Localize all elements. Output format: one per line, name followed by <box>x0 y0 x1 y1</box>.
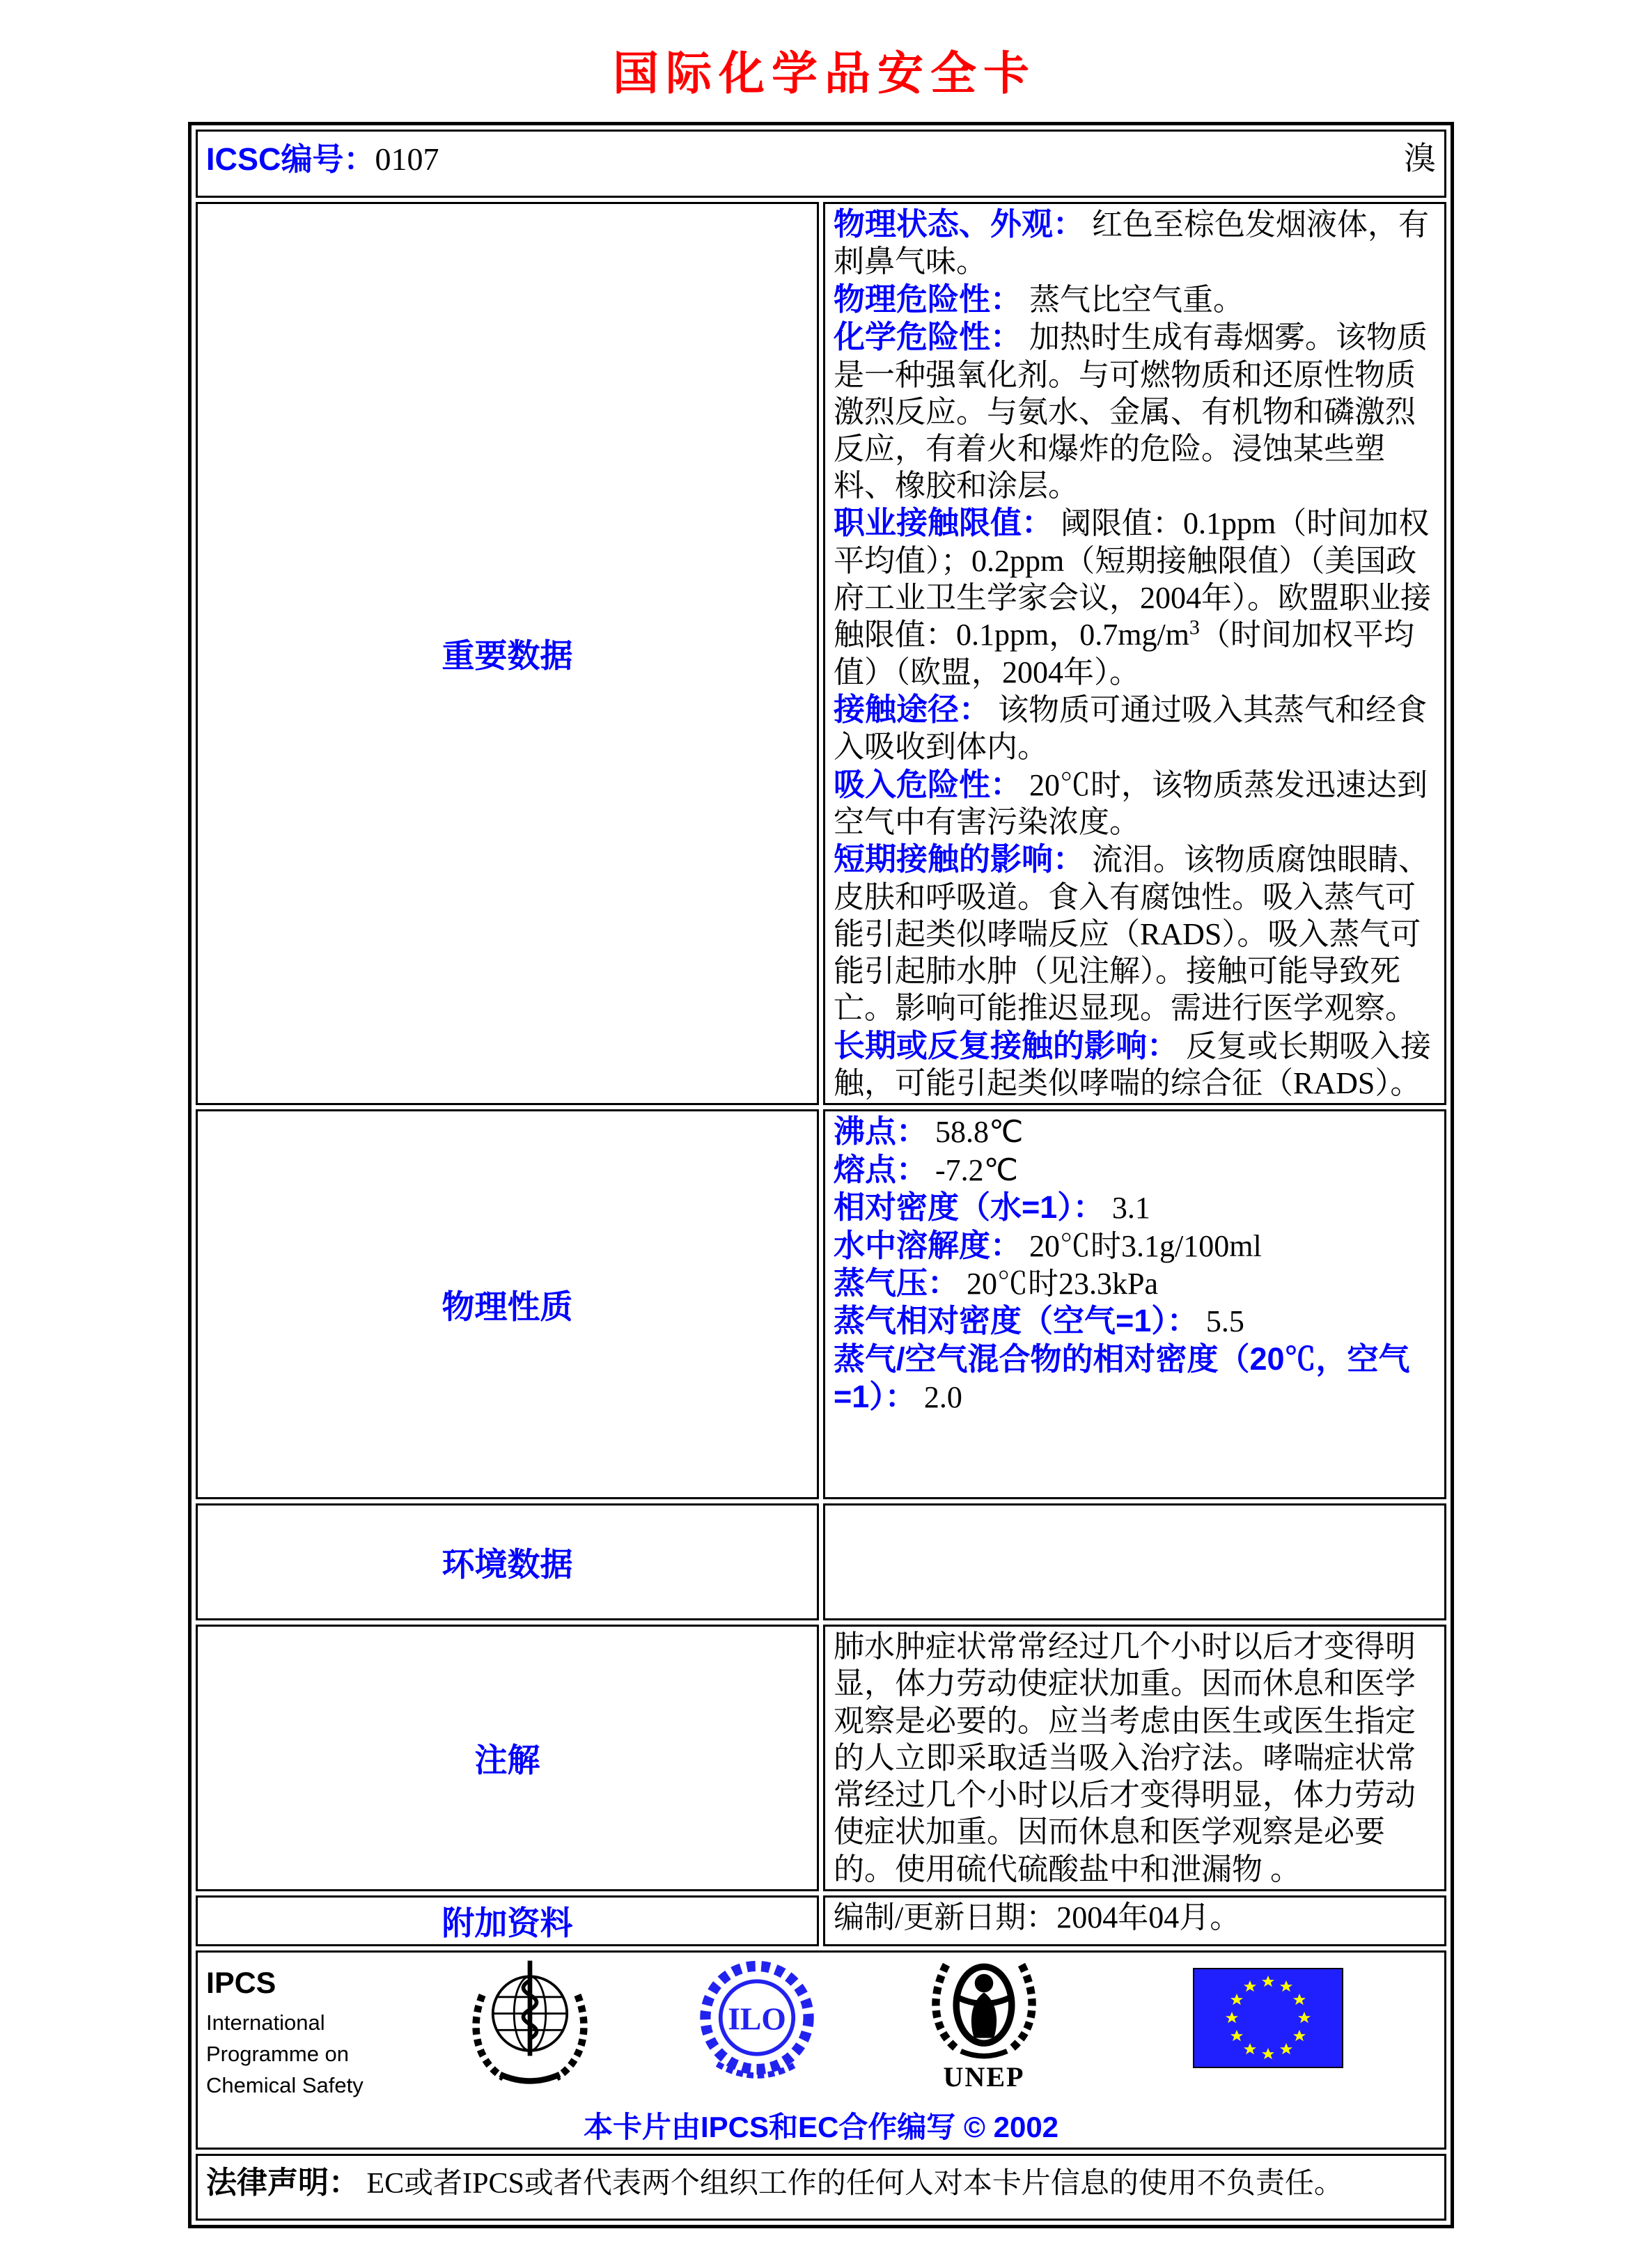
field-value: 2.0 <box>916 1380 962 1415</box>
field-label: 蒸气相对密度（空气=1）： <box>834 1303 1198 1339</box>
legal-cell <box>196 2154 1446 2221</box>
superscript-3: 3 <box>1189 616 1200 639</box>
unep-logo-icon <box>921 1955 1047 2093</box>
physical-item-boiling-point <box>834 1113 1436 1150</box>
field-value: 5.5 <box>1198 1304 1244 1339</box>
ilo-logo-icon <box>697 1958 817 2094</box>
field-value-continued: （时间加权平均值）（欧盟，2004年）。 <box>834 618 1414 689</box>
eu-flag-icon <box>1193 1968 1343 2072</box>
row-notes <box>196 1625 1446 1891</box>
field-value: 3.1 <box>1104 1191 1150 1226</box>
ipcs-title: IPCS <box>206 1966 276 2000</box>
field-value: 蒸气比空气重。 <box>1022 282 1244 317</box>
row-credits <box>196 1950 1446 2150</box>
who-logo-icon <box>464 1955 596 2091</box>
icsc-number-label: ICSC编号： <box>206 141 375 177</box>
important-item-physical-hazard <box>834 281 1436 318</box>
row-header <box>196 130 1446 198</box>
chemical-name: 溴 <box>1404 141 1436 176</box>
field-label: 物理危险性： <box>834 281 1022 317</box>
physical-properties-label-cell <box>196 1109 819 1499</box>
field-value: 58.8℃ <box>928 1115 1024 1150</box>
page-title: 国际化学品安全卡 <box>613 49 1036 100</box>
field-label: 相对密度（水=1）： <box>834 1189 1104 1226</box>
ipcs-line: Programme on <box>206 2041 350 2066</box>
ipcs-line: International <box>206 2010 325 2035</box>
field-value: 阈限值：0.1ppm（时间加权平均值）；0.2ppm（短期接触限值）（美国政府工业卫生学家会议，2004年）。欧盟职业接触限值：0.1ppm，0.7mg/m <box>834 506 1431 652</box>
field-value: 20℃时，该物质蒸发迅速达到空气中有害污染浓度。 <box>834 767 1428 839</box>
field-label: 化学危险性： <box>834 319 1022 355</box>
field-label: 熔点： <box>834 1151 928 1187</box>
important-item-exposure-routes <box>834 691 1436 766</box>
important-item-short-term-effects <box>834 840 1436 1026</box>
field-value: 加热时生成有毒烟雾。该物质是一种强氧化剂。与可燃物质和还原性物质激烈反应。与氨水、金属、有机物和磷激烈反应，有着火和爆炸的危险。浸蚀某些塑料、橡胶和涂层。 <box>834 320 1428 503</box>
section-label-physical-properties: 物理性质 <box>441 1288 573 1325</box>
ipcs-line: Chemical Safety <box>206 2072 364 2097</box>
field-label: 接触途径： <box>834 691 991 727</box>
field-value: 红色至棕色发烟液体，有刺鼻气味。 <box>834 208 1430 279</box>
notes-text: 肺水肿症状常常经过几个小时以后才变得明显，体力劳动使症状加重。因而休息和医学观察是必要的。应当考虑由医生或医生指定的人立即采取适当吸入治疗法。哮喘症状常常经过几个小时以后才变得明显，体力劳动使症状加重。因而休息和医学观察是必要的。使用硫代硫酸盐中和泄漏物 。 <box>834 1629 1416 1886</box>
important-item-appearance <box>834 205 1436 281</box>
icsc-card-table <box>188 122 1454 2228</box>
notes-content-cell <box>823 1625 1446 1891</box>
field-label: 物理状态、外观： <box>834 206 1085 242</box>
ilo-letters: ILO <box>728 2001 786 2037</box>
field-value: 流泪。该物质腐蚀眼睛、皮肤和呼吸道。食入有腐蚀性。吸入蒸气可能引起类似哮喘反应（RADS）。吸入蒸气可能引起肺水肿（见注解）。接触可能导致死亡。影响可能推迟显现。需进行医学观察。 <box>834 843 1430 1026</box>
important-item-long-term-effects <box>834 1027 1436 1102</box>
field-label: 沸点： <box>834 1113 928 1150</box>
header-cell <box>196 130 1446 198</box>
row-environment-data <box>196 1503 1446 1620</box>
important-item-inhalation-risk <box>834 766 1436 841</box>
section-label-additional-info: 附加资料 <box>441 1904 573 1941</box>
section-label-notes: 注解 <box>474 1742 540 1779</box>
section-label-environment-data: 环境数据 <box>441 1545 573 1583</box>
section-label-important-data: 重要数据 <box>441 637 573 675</box>
environment-data-content-cell <box>823 1503 1446 1620</box>
credits-copyright: © 2002 <box>963 2110 1059 2143</box>
field-label: 短期接触的影响： <box>834 841 1085 877</box>
icsc-number <box>206 134 439 179</box>
physical-item-relative-density <box>834 1189 1436 1226</box>
field-label: 职业接触限值： <box>834 505 1054 541</box>
additional-info-content-cell <box>823 1895 1446 1946</box>
row-important-data <box>196 202 1446 1105</box>
field-label: 水中溶解度： <box>834 1227 1022 1263</box>
important-item-exposure-limits <box>834 504 1436 690</box>
row-legal <box>196 2154 1446 2221</box>
field-value: -7.2℃ <box>928 1152 1019 1187</box>
legal-text: EC或者IPCS或者代表两个组织工作的任何人对本卡片信息的使用不负责任。 <box>359 2167 1343 2200</box>
additional-info-label-cell <box>196 1895 819 1946</box>
physical-item-vapor-pressure <box>834 1265 1436 1302</box>
field-label: 吸入危险性： <box>834 766 1022 802</box>
credits-cell <box>196 1950 1446 2150</box>
additional-info-text: 编制/更新日期：2004年04月。 <box>834 1900 1241 1934</box>
credits-caption <box>206 2104 1436 2146</box>
field-value: 该物质可通过吸入其蒸气和经食入吸收到体内。 <box>834 692 1428 765</box>
row-physical-properties <box>196 1109 1446 1499</box>
card-header <box>206 133 1436 179</box>
important-data-label-cell <box>196 202 819 1105</box>
icsc-number-value: 0107 <box>375 141 439 177</box>
icsc-document-page <box>0 36 1649 2268</box>
field-label: 蒸气压： <box>834 1265 960 1301</box>
credits-caption-text: 本卡片由IPCS和EC合作编写 <box>583 2110 956 2143</box>
physical-item-water-solubility <box>834 1227 1436 1265</box>
ipcs-text-block <box>206 1954 450 2102</box>
credits-logos-row <box>206 1954 1436 2102</box>
physical-item-vapor-density <box>834 1302 1436 1340</box>
field-value: 20℃时23.3kPa <box>959 1267 1159 1301</box>
physical-item-melting-point <box>834 1151 1436 1189</box>
environment-data-label-cell <box>196 1503 819 1620</box>
field-value: 20℃时3.1g/100ml <box>1022 1228 1262 1263</box>
legal-label: 法律声明： <box>206 2165 359 2200</box>
notes-label-cell <box>196 1625 819 1891</box>
important-data-content-cell <box>823 202 1446 1105</box>
physical-properties-content-cell <box>823 1109 1446 1499</box>
important-item-chemical-hazard <box>834 318 1436 504</box>
field-label: 长期或反复接触的影响： <box>834 1027 1179 1063</box>
physical-item-vapor-air-density <box>834 1340 1436 1416</box>
field-label: 蒸气/空气混合物的相对密度（20℃，空气=1）： <box>834 1340 1410 1415</box>
unep-wordmark: UNEP <box>943 2060 1025 2093</box>
row-additional-info <box>196 1895 1446 1946</box>
field-value: 反复或长期吸入接触，可能引起类似哮喘的综合征（RADS）。 <box>834 1029 1432 1101</box>
